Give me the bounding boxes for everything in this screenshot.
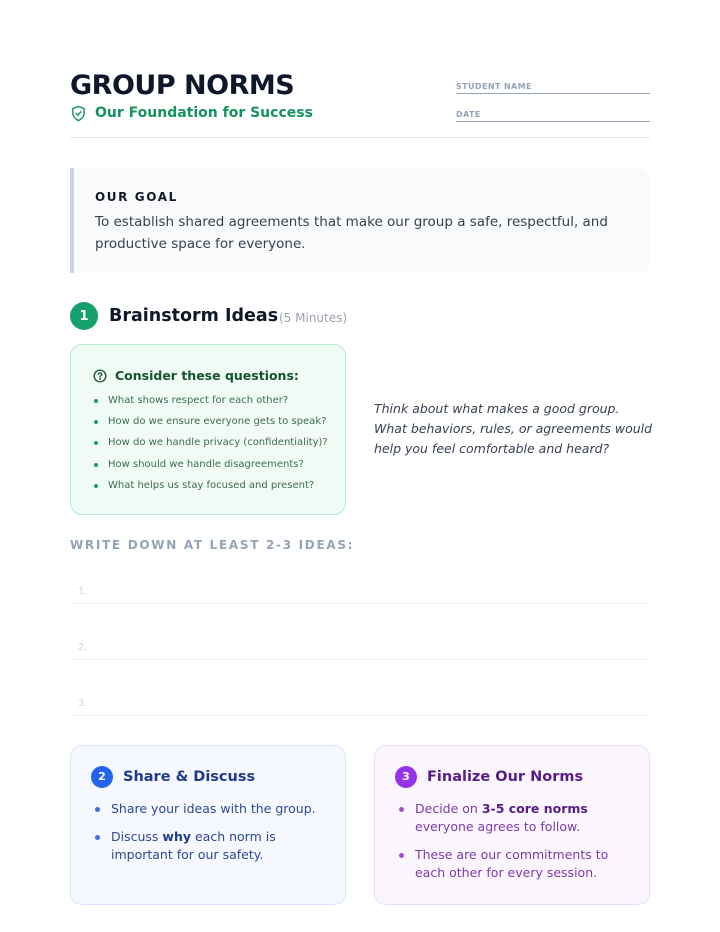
step-3-heading: [395, 766, 629, 788]
page-subtitle: [70, 103, 313, 123]
page-title: GROUP NORMS: [70, 70, 295, 101]
step-1-time: (5 Minutes): [279, 311, 348, 325]
goal-heading: OUR GOAL: [95, 190, 178, 204]
step-2-list: [91, 800, 325, 864]
questions-box: [70, 344, 346, 515]
list-item: What shows respect for each other?: [93, 394, 327, 408]
list-item: What helps us stay focused and present?: [93, 479, 327, 493]
step-3-list: [395, 800, 629, 882]
finalize-norms-card: [374, 745, 650, 905]
goal-box: [70, 168, 650, 273]
step-3-badge: 3: [395, 766, 417, 788]
list-item: These are our commitments to each other for every session.: [395, 846, 629, 882]
idea-line-3-number: 3.: [78, 698, 88, 709]
step-2-heading: [91, 766, 325, 788]
list-item: [395, 800, 629, 836]
list-item-text: everyone agrees to follow.: [415, 819, 581, 834]
worksheet-page: [70, 0, 653, 932]
list-item: How do we ensure everyone gets to speak?: [93, 415, 327, 429]
list-item: How should we handle disagreements?: [93, 458, 327, 472]
idea-line-2-number: 2.: [78, 642, 88, 653]
list-item-text: Discuss: [111, 829, 163, 844]
questions-heading: [93, 367, 327, 385]
question-circle-icon: [93, 369, 107, 383]
shield-check-icon: [70, 105, 87, 122]
step-2-title: Share & Discuss: [123, 769, 256, 785]
questions-list: [93, 394, 327, 493]
share-discuss-card: [70, 745, 346, 905]
subtitle-text: Our Foundation for Success: [95, 105, 313, 121]
date-field[interactable]: DATE: [456, 110, 650, 122]
step-2-badge: 2: [91, 766, 113, 788]
list-item: Share your ideas with the group.: [91, 800, 325, 818]
step-3-title: Finalize Our Norms: [427, 769, 584, 785]
list-item-text: Decide on: [415, 801, 482, 816]
emphasis-text: 3-5 core norms: [481, 801, 588, 816]
idea-line-2[interactable]: [70, 659, 650, 660]
step-1-badge: 1: [70, 302, 98, 330]
idea-line-3[interactable]: [70, 715, 650, 716]
list-item: How do we handle privacy (confidentiality)?: [93, 436, 327, 450]
goal-text: To establish shared agreements that make our group a safe, respectful, and productive space for everyone.: [95, 214, 608, 252]
list-item: [91, 828, 325, 864]
questions-heading-text: Consider these questions:: [115, 368, 299, 383]
header-divider: [70, 137, 650, 138]
step-1-title: Brainstorm Ideas: [109, 306, 279, 326]
student-name-field[interactable]: STUDENT NAME: [456, 82, 650, 94]
idea-line-1-number: 1.: [78, 586, 88, 597]
brainstorm-prompt: Think about what makes a good group. What behaviors, rules, or agreements would help you feel comfortable and heard?: [374, 401, 653, 456]
idea-line-1[interactable]: [70, 603, 650, 604]
write-ideas-heading: WRITE DOWN AT LEAST 2-3 IDEAS:: [70, 538, 355, 552]
list-item-text: each norm is important for our safety.: [111, 829, 276, 862]
emphasis-text: why: [162, 829, 192, 844]
